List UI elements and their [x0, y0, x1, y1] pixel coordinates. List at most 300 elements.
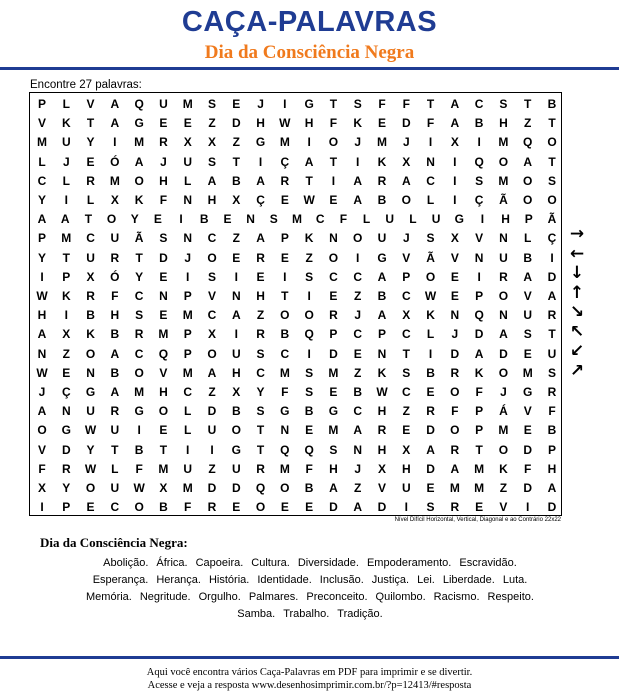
grid-letter[interactable]: Ã [426, 250, 435, 265]
grid-letter[interactable]: X [207, 327, 216, 342]
grid-letter[interactable]: Z [208, 385, 216, 399]
grid-letter[interactable]: I [453, 173, 457, 188]
grid-letter[interactable]: M [37, 135, 47, 150]
grid-letter[interactable]: O [498, 154, 509, 169]
grid-letter[interactable]: S [207, 154, 216, 169]
grid-letter[interactable]: O [280, 481, 290, 495]
grid-letter[interactable]: C [315, 212, 325, 227]
grid-letter[interactable]: D [329, 346, 338, 361]
grid-letter[interactable]: H [159, 385, 168, 399]
grid-letter[interactable]: R [547, 308, 557, 323]
grid-letter[interactable]: E [377, 116, 386, 131]
grid-letter[interactable]: S [256, 346, 265, 361]
grid-letter[interactable]: C [401, 385, 411, 399]
grid-letter[interactable]: R [377, 173, 387, 188]
grid-letter[interactable]: T [86, 116, 95, 131]
grid-letter[interactable]: T [84, 212, 93, 227]
grid-letter[interactable]: E [159, 116, 168, 131]
grid-letter[interactable]: I [428, 346, 433, 361]
grid-letter[interactable]: Z [232, 135, 240, 150]
grid-letter[interactable]: J [500, 385, 507, 399]
grid-letter[interactable]: N [499, 308, 508, 323]
grid-letter[interactable]: D [523, 481, 533, 495]
grid-letter[interactable]: M [522, 365, 533, 380]
grid-letter[interactable]: J [257, 97, 264, 111]
grid-letter[interactable]: O [450, 385, 460, 399]
grid-letter[interactable]: X [110, 193, 119, 207]
grid-letter[interactable]: E [159, 269, 168, 284]
grid-letter[interactable]: U [110, 481, 120, 495]
grid-letter[interactable]: A [110, 385, 120, 399]
grid-letter[interactable]: E [280, 500, 289, 515]
grid-letter[interactable]: E [183, 116, 192, 131]
grid-letter[interactable]: R [159, 135, 168, 150]
grid-letter[interactable]: S [499, 97, 508, 111]
grid-letter[interactable]: T [475, 442, 483, 457]
grid-letter[interactable]: X [232, 385, 241, 399]
grid-letter[interactable]: C [474, 97, 484, 111]
grid-letter[interactable]: T [426, 97, 435, 111]
grid-letter[interactable]: X [62, 327, 71, 342]
grid-letter[interactable]: A [256, 173, 265, 188]
grid-letter[interactable]: K [353, 116, 363, 131]
grid-letter[interactable]: Q [255, 481, 266, 495]
grid-letter[interactable]: K [377, 365, 387, 380]
grid-letter[interactable]: V [37, 442, 46, 457]
grid-letter[interactable]: T [281, 289, 289, 303]
grid-letter[interactable]: E [232, 250, 241, 265]
grid-letter[interactable]: T [329, 97, 338, 111]
grid-letter[interactable]: V [450, 250, 459, 265]
grid-letter[interactable]: X [402, 154, 411, 169]
grid-letter[interactable]: A [547, 289, 557, 303]
grid-letter[interactable]: A [110, 346, 120, 361]
grid-letter[interactable]: H [304, 116, 314, 131]
grid-letter[interactable]: B [280, 327, 290, 342]
grid-letter[interactable]: E [353, 346, 362, 361]
grid-letter[interactable]: Y [37, 193, 46, 207]
grid-letter[interactable]: F [38, 461, 46, 476]
grid-letter[interactable]: Z [62, 346, 70, 361]
grid-letter[interactable]: U [86, 404, 95, 419]
grid-letter[interactable]: E [450, 289, 459, 303]
grid-letter[interactable]: M [474, 461, 485, 476]
grid-letter[interactable]: G [377, 250, 387, 265]
grid-letter[interactable]: I [258, 154, 263, 169]
grid-letter[interactable]: A [523, 154, 533, 169]
grid-letter[interactable]: J [402, 231, 410, 246]
grid-letter[interactable]: I [307, 346, 311, 361]
grid-letter[interactable]: N [280, 423, 290, 438]
grid-letter[interactable]: F [524, 461, 532, 476]
grid-letter[interactable]: A [401, 173, 411, 188]
grid-letter[interactable]: B [547, 97, 557, 111]
grid-letter[interactable]: S [135, 308, 144, 323]
grid-letter[interactable]: K [474, 365, 484, 380]
grid-letter[interactable]: H [256, 116, 265, 131]
grid-letter[interactable]: X [450, 231, 459, 246]
grid-letter[interactable]: M [279, 365, 290, 380]
grid-letter[interactable]: R [499, 269, 508, 284]
grid-letter[interactable]: D [231, 116, 241, 131]
grid-letter[interactable]: Ã [134, 231, 144, 246]
grid-letter[interactable]: K [426, 308, 435, 323]
grid-letter[interactable]: A [37, 404, 47, 419]
grid-letter[interactable]: M [474, 481, 485, 495]
grid-letter[interactable]: M [182, 308, 193, 323]
grid-letter[interactable]: S [305, 269, 314, 284]
grid-letter[interactable]: O [450, 423, 460, 438]
grid-letter[interactable]: F [451, 404, 459, 419]
grid-letter[interactable]: F [426, 116, 435, 131]
grid-letter[interactable]: T [548, 116, 556, 131]
grid-letter[interactable]: T [305, 173, 313, 188]
grid-letter[interactable]: V [475, 231, 484, 246]
grid-letter[interactable]: Y [86, 135, 95, 150]
grid-letter[interactable]: E [523, 423, 532, 438]
grid-letter[interactable]: J [38, 385, 46, 399]
grid-letter[interactable]: B [86, 308, 95, 323]
grid-letter[interactable]: L [38, 154, 46, 169]
grid-letter[interactable]: M [279, 135, 290, 150]
grid-letter[interactable]: A [353, 500, 363, 515]
grid-letter[interactable]: R [207, 500, 217, 515]
grid-letter[interactable]: S [207, 97, 216, 111]
grid-letter[interactable]: K [304, 231, 314, 246]
grid-letter[interactable]: N [159, 289, 168, 303]
grid-letter[interactable]: M [61, 231, 72, 246]
grid-letter[interactable]: A [450, 461, 460, 476]
grid-letter[interactable]: E [280, 250, 289, 265]
grid-letter[interactable]: N [37, 346, 47, 361]
grid-letter[interactable]: J [62, 154, 70, 169]
grid-letter[interactable]: A [450, 97, 460, 111]
grid-letter[interactable]: S [256, 404, 265, 419]
grid-letter[interactable]: R [110, 250, 120, 265]
grid-letter[interactable]: F [548, 404, 556, 419]
grid-letter[interactable]: T [62, 250, 70, 265]
grid-letter[interactable]: Ç [256, 193, 265, 207]
grid-letter[interactable]: V [377, 481, 386, 495]
grid-letter[interactable]: L [362, 212, 371, 227]
grid-letter[interactable]: O [304, 308, 314, 323]
grid-letter[interactable]: T [329, 154, 338, 169]
grid-letter[interactable]: C [86, 231, 95, 246]
grid-letter[interactable]: A [304, 154, 314, 169]
grid-letter[interactable]: Q [304, 327, 314, 342]
grid-letter[interactable]: K [86, 327, 95, 342]
grid-letter[interactable]: F [281, 385, 289, 399]
grid-letter[interactable]: V [523, 289, 532, 303]
grid-letter[interactable]: Z [354, 481, 362, 495]
grid-letter[interactable]: L [184, 173, 192, 188]
grid-letter[interactable]: Y [37, 250, 46, 265]
grid-letter[interactable]: A [134, 154, 144, 169]
grid-letter[interactable]: M [328, 423, 339, 438]
grid-letter[interactable]: N [183, 231, 193, 246]
grid-letter[interactable]: C [353, 404, 363, 419]
grid-letter[interactable]: N [377, 346, 387, 361]
grid-letter[interactable]: L [184, 404, 192, 419]
grid-letter[interactable]: L [426, 193, 435, 207]
grid-letter[interactable]: R [256, 250, 265, 265]
grid-letter[interactable]: U [401, 481, 411, 495]
grid-letter[interactable]: I [453, 154, 457, 169]
grid-letter[interactable]: L [524, 231, 532, 246]
grid-letter[interactable]: S [426, 500, 435, 515]
grid-letter[interactable]: V [207, 289, 216, 303]
grid-letter[interactable]: O [328, 135, 339, 150]
grid-letter[interactable]: A [499, 327, 508, 342]
grid-letter[interactable]: W [84, 423, 97, 438]
grid-letter[interactable]: C [353, 269, 363, 284]
grid-letter[interactable]: I [234, 269, 238, 284]
grid-letter[interactable]: M [498, 173, 509, 188]
grid-letter[interactable]: W [303, 193, 315, 207]
grid-letter[interactable]: G [523, 385, 533, 399]
grid-letter[interactable]: N [61, 404, 71, 419]
grid-letter[interactable]: T [256, 442, 265, 457]
grid-letter[interactable]: V [86, 97, 95, 111]
grid-letter[interactable]: G [85, 385, 96, 399]
grid-letter[interactable]: F [475, 385, 483, 399]
grid-letter[interactable]: I [477, 135, 481, 150]
grid-letter[interactable]: H [377, 404, 387, 419]
grid-letter[interactable]: M [449, 481, 460, 495]
grid-letter[interactable]: S [353, 97, 362, 111]
grid-letter[interactable]: R [86, 289, 95, 303]
grid-letter[interactable]: U [183, 461, 193, 476]
grid-letter[interactable]: R [256, 461, 265, 476]
grid-letter[interactable]: B [377, 289, 387, 303]
grid-letter[interactable]: C [207, 308, 217, 323]
grid-letter[interactable]: L [184, 423, 192, 438]
grid-letter[interactable]: J [354, 308, 362, 323]
grid-letter[interactable]: N [474, 250, 484, 265]
grid-letter[interactable]: P [62, 269, 71, 284]
grid-letter[interactable]: B [426, 365, 435, 380]
grid-letter[interactable]: N [499, 231, 508, 246]
grid-letter[interactable]: B [231, 404, 241, 419]
grid-letter[interactable]: I [526, 500, 530, 515]
grid-letter[interactable]: E [523, 346, 532, 361]
grid-letter[interactable]: J [451, 327, 459, 342]
grid-letter[interactable]: U [377, 231, 387, 246]
grid-letter[interactable]: O [134, 173, 144, 188]
grid-letter[interactable]: I [137, 423, 141, 438]
grid-letter[interactable]: O [106, 212, 117, 227]
grid-letter[interactable]: M [328, 365, 339, 380]
grid-letter[interactable]: U [159, 97, 168, 111]
grid-letter[interactable]: I [356, 250, 360, 265]
grid-letter[interactable]: F [378, 97, 386, 111]
grid-letter[interactable]: Q [474, 154, 484, 169]
grid-letter[interactable]: S [269, 212, 278, 227]
grid-letter[interactable]: L [409, 212, 417, 227]
grid-letter[interactable]: C [401, 327, 411, 342]
grid-letter[interactable]: I [186, 269, 190, 284]
grid-letter[interactable]: W [36, 365, 48, 380]
grid-letter[interactable]: O [158, 404, 169, 419]
grid-letter[interactable]: Q [523, 135, 533, 150]
grid-letter[interactable]: H [37, 308, 47, 323]
grid-letter[interactable]: O [523, 193, 533, 207]
grid-letter[interactable]: E [402, 423, 411, 438]
grid-letter[interactable]: T [159, 442, 168, 457]
grid-letter[interactable]: P [547, 442, 556, 457]
grid-letter[interactable]: B [377, 193, 387, 207]
grid-letter[interactable]: Q [158, 346, 169, 361]
grid-letter[interactable]: I [331, 173, 336, 188]
grid-letter[interactable]: J [402, 135, 410, 150]
grid-letter[interactable]: Z [256, 308, 265, 323]
grid-letter[interactable]: U [110, 231, 120, 246]
grid-letter[interactable]: I [307, 135, 311, 150]
grid-letter[interactable]: O [498, 442, 509, 457]
grid-letter[interactable]: N [246, 212, 255, 227]
grid-letter[interactable]: T [402, 346, 410, 361]
grid-letter[interactable]: K [61, 116, 71, 131]
grid-letter[interactable]: X [232, 193, 241, 207]
grid-letter[interactable]: X [207, 135, 216, 150]
grid-letter[interactable]: L [62, 173, 70, 188]
grid-letter[interactable]: Z [208, 116, 216, 131]
grid-letter[interactable]: Ç [547, 231, 557, 246]
grid-letter[interactable]: T [135, 250, 143, 265]
grid-letter[interactable]: D [61, 442, 71, 457]
grid-letter[interactable]: P [280, 231, 289, 246]
grid-letter[interactable]: E [329, 385, 338, 399]
grid-letter[interactable]: O [85, 346, 96, 361]
grid-letter[interactable]: M [134, 135, 145, 150]
grid-letter[interactable]: F [111, 289, 119, 303]
grid-letter[interactable]: B [523, 250, 533, 265]
grid-letter[interactable]: G [134, 404, 144, 419]
grid-letter[interactable]: E [86, 154, 95, 169]
grid-letter[interactable]: I [210, 442, 214, 457]
grid-letter[interactable]: K [499, 461, 508, 476]
grid-letter[interactable]: B [159, 500, 168, 515]
grid-letter[interactable]: O [134, 365, 144, 380]
grid-letter[interactable]: E [223, 212, 232, 227]
grid-letter[interactable]: Y [86, 442, 95, 457]
grid-letter[interactable]: D [207, 481, 217, 495]
grid-letter[interactable]: Z [402, 404, 410, 419]
grid-letter[interactable]: X [450, 135, 459, 150]
grid-letter[interactable]: B [353, 385, 363, 399]
grid-letter[interactable]: T [256, 423, 265, 438]
grid-letter[interactable]: N [329, 231, 338, 246]
grid-letter[interactable]: C [110, 500, 120, 515]
grid-letter[interactable]: S [475, 173, 484, 188]
grid-letter[interactable]: O [85, 481, 96, 495]
grid-letter[interactable]: M [292, 212, 302, 227]
grid-letter[interactable]: W [279, 116, 291, 131]
grid-letter[interactable]: P [183, 327, 192, 342]
grid-letter[interactable]: M [109, 173, 120, 188]
grid-letter[interactable]: O [134, 500, 144, 515]
grid-letter[interactable]: E [426, 481, 435, 495]
grid-letter[interactable]: T [524, 97, 532, 111]
grid-letter[interactable]: F [329, 116, 338, 131]
grid-letter[interactable]: N [231, 289, 241, 303]
grid-letter[interactable]: Q [304, 442, 314, 457]
grid-letter[interactable]: G [304, 97, 314, 111]
grid-letter[interactable]: D [329, 500, 338, 515]
grid-letter[interactable]: O [498, 365, 509, 380]
grid-letter[interactable]: D [159, 250, 168, 265]
grid-letter[interactable]: J [184, 250, 192, 265]
grid-letter[interactable]: I [453, 193, 457, 207]
grid-letter[interactable]: X [183, 135, 192, 150]
grid-letter[interactable]: H [329, 461, 338, 476]
grid-letter[interactable]: V [499, 500, 508, 515]
grid-letter[interactable]: I [307, 289, 311, 303]
grid-letter[interactable]: I [40, 500, 44, 515]
grid-letter[interactable]: P [183, 346, 192, 361]
grid-letter[interactable]: X [377, 461, 386, 476]
grid-letter[interactable]: O [401, 193, 411, 207]
grid-letter[interactable]: N [426, 154, 435, 169]
grid-letter[interactable]: Y [256, 385, 265, 399]
grid-letter[interactable]: U [431, 212, 441, 227]
grid-letter[interactable]: C [329, 269, 338, 284]
grid-letter[interactable]: Ó [110, 269, 120, 284]
grid-letter[interactable]: F [339, 212, 348, 227]
grid-letter[interactable]: I [404, 500, 408, 515]
grid-letter[interactable]: S [547, 173, 556, 188]
grid-letter[interactable]: A [231, 308, 241, 323]
grid-letter[interactable]: D [523, 442, 533, 457]
grid-letter[interactable]: U [499, 250, 508, 265]
grid-letter[interactable]: O [207, 250, 217, 265]
grid-letter[interactable]: U [110, 423, 120, 438]
grid-letter[interactable]: B [231, 173, 241, 188]
grid-letter[interactable]: Ç [474, 193, 484, 207]
grid-letter[interactable]: Z [354, 365, 362, 380]
grid-letter[interactable]: A [37, 212, 47, 227]
grid-letter[interactable]: O [547, 193, 557, 207]
grid-letter[interactable]: K [377, 154, 387, 169]
grid-letter[interactable]: M [158, 461, 169, 476]
grid-letter[interactable]: E [329, 193, 338, 207]
grid-letter[interactable]: O [37, 423, 47, 438]
grid-letter[interactable]: O [547, 135, 557, 150]
grid-letter[interactable]: E [305, 423, 314, 438]
grid-letter[interactable]: E [329, 289, 338, 303]
grid-letter[interactable]: Z [499, 481, 508, 495]
grid-letter[interactable]: R [110, 404, 120, 419]
grid-letter[interactable]: W [36, 289, 48, 303]
grid-letter[interactable]: U [207, 423, 217, 438]
grid-letter[interactable]: I [428, 135, 433, 150]
grid-letter[interactable]: H [499, 116, 508, 131]
grid-letter[interactable]: B [110, 365, 120, 380]
grid-letter[interactable]: Ç [280, 154, 290, 169]
grid-letter[interactable]: Á [499, 404, 508, 419]
grid-letter[interactable]: Ó [110, 154, 120, 169]
grid-letter[interactable]: N [86, 365, 95, 380]
grid-letter[interactable]: F [184, 500, 192, 515]
grid-letter[interactable]: B [304, 404, 314, 419]
grid-letter[interactable]: A [60, 212, 70, 227]
grid-letter[interactable]: R [426, 404, 435, 419]
grid-letter[interactable]: P [475, 423, 484, 438]
grid-letter[interactable]: F [402, 97, 410, 111]
grid-letter[interactable]: A [37, 327, 47, 342]
grid-letter[interactable]: I [40, 269, 44, 284]
grid-letter[interactable]: E [159, 308, 168, 323]
